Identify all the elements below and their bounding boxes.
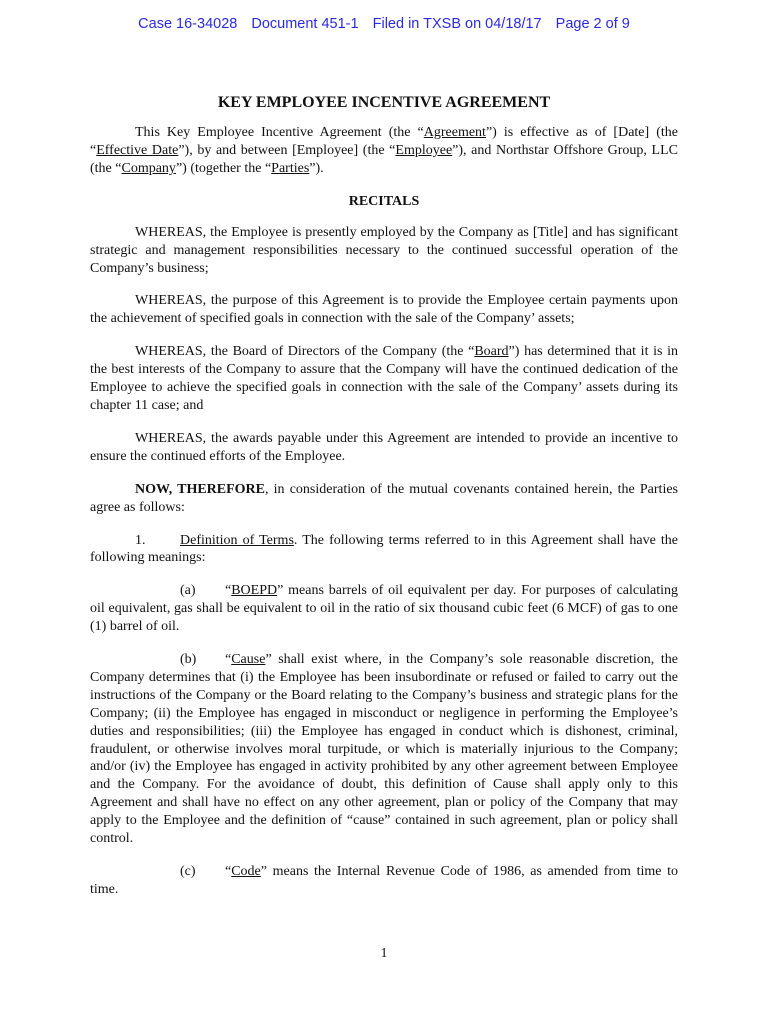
definition-b: (b) “Cause” shall exist where, in the Company’s sole reasonable discretion, the Company determines that (i) the Employee has been insubordinate or refused or failed to carry out the instructions of the Company or the Board relating to the Company’s business and strategic plans for the Company; (ii) the Employee has engaged in misconduct or negligence in performing the Employee’s duties and responsibilities; (iii) the Employee has engaged in conduct which is dishonest, criminal, fraudulent, or otherwise involves moral turpitude, or which is materially injurious to the Company; and/or (iv) the Employee has engaged in activity prohibited by any other agreement between Employee and the Company. For the avoidance of doubt, this definition of Cause shall apply only to this Agreement and shall have no effect on any other agreement, plan or policy of the Company that may apply to the Employee and the definition of “cause” contained in such agreement, plan or policy shall control.	[90, 652, 678, 847]
definition-label: (b)	[180, 652, 197, 668]
section-1-paragraph: 1. Definition of Terms. The following terms referred to in this Agreement shall have the following meanings:	[90, 532, 679, 566]
section-number: 1.	[135, 532, 146, 548]
definition-label: (c)	[180, 864, 196, 879]
whereas-paragraph-3: WHEREAS, the Board of Directors of the Company (the “Board”) has determined that it is in the best interests of the Company to assure that the Company will have the continued dedication of the Employee to achieve the specified goals in connection with the sale of the Company’ assets during its chapter 11 case; and	[90, 344, 678, 413]
document-body	[90, 93, 678, 914]
whereas-paragraph-4: WHEREAS, the awards payable under this Agreement are intended to provide an incentive to ensure the continued efforts of the Employee.	[90, 430, 678, 464]
defined-term-company: Company	[121, 160, 176, 176]
whereas-paragraph-2: WHEREAS, the purpose of this Agreement is to provide the Employee certain payments upon the achievement of specified goals in connection with the sale of the Company’ assets;	[90, 293, 678, 327]
whereas-paragraph-1: WHEREAS, the Employee is presently employed by the Company as [Title] and has significant strategic and management responsibilities necessary to the continued successful operation of the Company’s business;	[90, 224, 678, 276]
document-number: Document 451-1	[251, 16, 359, 32]
section-heading: Definition of Terms	[180, 532, 294, 548]
page-number: 1	[380, 946, 388, 961]
defined-term-boepd: BOEPD	[231, 583, 278, 599]
defined-term-effective-date: Effective Date	[96, 142, 179, 158]
defined-term-agreement: Agreement	[423, 125, 486, 140]
defined-term-board: Board	[474, 344, 509, 360]
court-filing-header	[0, 16, 768, 32]
defined-term-employee: Employee	[395, 142, 453, 158]
intro-paragraph: This Key Employee Incentive Agreement (the “Agreement”) is effective as of [Date] (the “Effective Date”), by and between [Employee] (the “Employee”), and Northstar Offshore Group, LLC (the “Company”) (together the “Parties”).	[90, 125, 679, 176]
defined-term-cause: Cause	[231, 652, 266, 668]
filing-info: Filed in TXSB on 04/18/17	[372, 16, 542, 32]
case-number: Case 16-34028	[138, 16, 238, 32]
now-therefore-bold: NOW, THEREFORE	[135, 481, 266, 497]
now-therefore-paragraph: NOW, THEREFORE, in consideration of the mutual covenants contained herein, the Parties agree as follows:	[90, 481, 678, 515]
definition-label: (a)	[180, 583, 196, 599]
document-title: KEY EMPLOYEE INCENTIVE AGREEMENT	[217, 94, 551, 111]
definition-a: (a) “BOEPD” means barrels of oil equivalent per day. For purposes of calculating oil equivalent, gas shall be equivalent to oil in the ratio of six thousand cubic feet (6 MCF) of gas to one (1) barrel of oil.	[90, 583, 678, 635]
defined-term-code: Code	[231, 864, 261, 879]
defined-term-parties: Parties	[271, 160, 310, 176]
definition-c: (c) “Code” means the Internal Revenue Code of 1986, as amended from time to time.	[90, 864, 678, 897]
page-indicator: Page 2 of 9	[555, 16, 630, 32]
recitals-heading: RECITALS	[348, 193, 420, 209]
